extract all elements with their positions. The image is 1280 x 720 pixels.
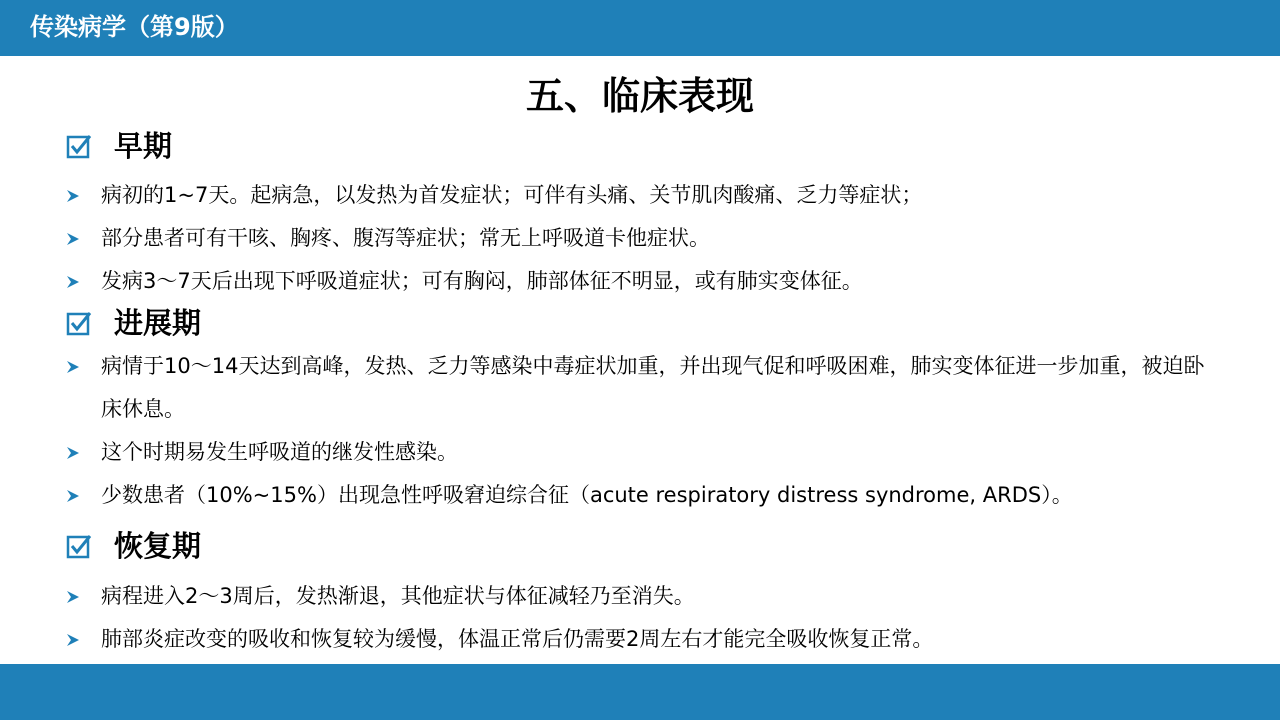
arrow-right-icon: [66, 189, 80, 203]
bullet-text: 发病3～7天后出现下呼吸道症状；可有胸闷，肺部体征不明显，或有肺实变体征。: [101, 269, 863, 293]
bullet-item: [66, 575, 1216, 618]
arrow-right-icon: [66, 360, 80, 374]
checkbox-checked-icon: [66, 133, 92, 159]
section-early: [66, 129, 172, 163]
bullet-text: 病初的1~7天。起病急，以发热为首发症状；可伴有头痛、关节肌肉酸痛、乏力等症状；: [101, 183, 923, 207]
arrow-right-icon: [66, 275, 80, 289]
arrow-right-icon: [66, 633, 80, 647]
bullet-item: [66, 174, 1216, 217]
arrow-right-icon: [66, 489, 80, 503]
header-bar: [0, 0, 1280, 56]
slide-title: 五、临床表现: [525, 74, 754, 118]
checkbox-checked-icon: [66, 310, 92, 336]
section-progression: [66, 306, 201, 340]
bullet-item: [66, 618, 1216, 661]
bullet-text: 这个时期易发生呼吸道的继发性感染。: [101, 440, 458, 464]
arrow-right-icon: [66, 232, 80, 246]
bullet-item: [66, 217, 1216, 260]
bullet-text: 少数患者（10%~15%）出现急性呼吸窘迫综合征（acute respiratory distress syndrome, ARDS）。: [101, 483, 1073, 507]
bullet-item: [66, 431, 1216, 474]
checkbox-checked-icon: [66, 533, 92, 559]
bullet-text: 病情于10～14天达到高峰，发热、乏力等感染中毒症状加重，并出现气促和呼吸困难，肺实变体征进一步加重，被迫卧床休息。: [101, 354, 1205, 421]
arrow-right-icon: [66, 590, 80, 604]
section-title: 恢复期: [114, 529, 202, 563]
footer-bar: [0, 664, 1280, 720]
section-recovery: [66, 529, 201, 563]
arrow-right-icon: [66, 446, 80, 460]
bullet-text: 部分患者可有干咳、胸疼、腹泻等症状；常无上呼吸道卡他症状。: [101, 226, 710, 250]
bullet-text: 肺部炎症改变的吸收和恢复较为缓慢，体温正常后仍需要2周左右才能完全吸收恢复正常。: [101, 627, 934, 651]
section-title: 早期: [114, 129, 173, 163]
bullet-item: [66, 260, 1216, 303]
bullet-text: 病程进入2～3周后，发热渐退，其他症状与体征减轻乃至消失。: [101, 584, 695, 608]
book-title: 传染病学（第9版）: [30, 13, 239, 41]
bullet-item: [66, 474, 1216, 517]
section-title: 进展期: [114, 306, 202, 340]
bullet-item: [66, 345, 1216, 431]
